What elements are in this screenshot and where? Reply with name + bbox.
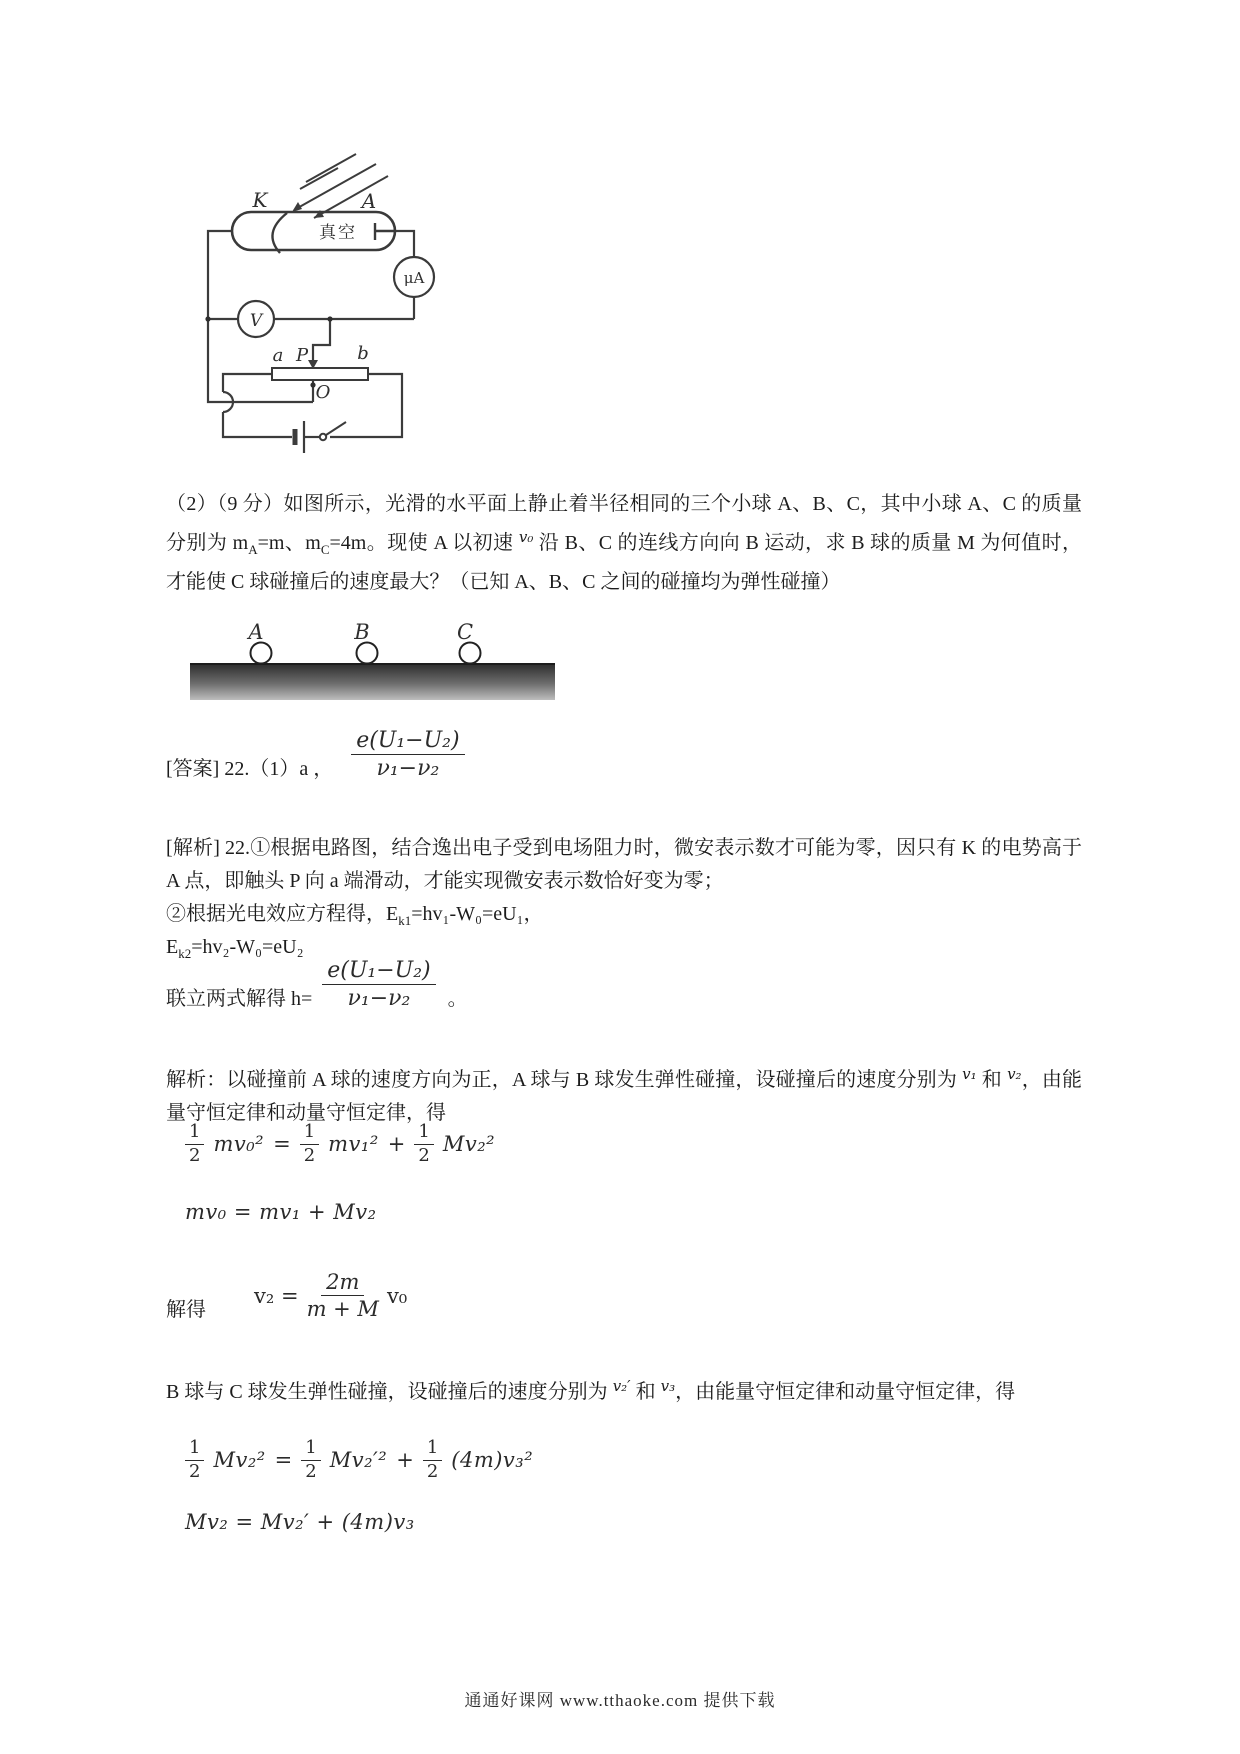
- bc-collision-paragraph: [166, 1370, 1082, 1409]
- equals-sign: =: [273, 1132, 291, 1157]
- solution-intro-2: ，由能量守恒定律和动量守恒定律，得: [166, 1069, 1082, 1124]
- photoelectric-circuit-figure: [180, 150, 470, 470]
- fraction-denominator: ν₁−ν₂: [376, 756, 440, 782]
- ball-b: [357, 643, 378, 664]
- solve-v2-line: [166, 1270, 407, 1323]
- fraction-numerator: e(U₁−U₂): [322, 958, 435, 985]
- term-3: Mv₂²: [442, 1132, 496, 1157]
- voltmeter: [238, 301, 274, 337]
- v2-lhs: v₂ =: [254, 1283, 299, 1308]
- ek1-subscript: k1: [398, 913, 412, 928]
- anode-label: A: [361, 189, 377, 213]
- planck-fraction: [351, 728, 464, 782]
- ball-a-label: A: [248, 620, 264, 644]
- and-word-2: 和: [630, 1381, 661, 1403]
- v2-frac-den: m + M: [306, 1297, 379, 1322]
- term-2: mv₁²: [328, 1132, 379, 1157]
- momentum-ab-text: mv₀ = mv₁ + Mv₂: [185, 1200, 377, 1224]
- fraction-denominator: ν₁−ν₂: [347, 986, 411, 1012]
- and-word: 和: [976, 1069, 1008, 1091]
- solution-intro-1: 解析：以碰撞前 A 球的速度方向为正，A 球与 B 球发生弹性碰撞，设碰撞后的速度分别为: [166, 1069, 963, 1091]
- term-1: mv₀²: [213, 1132, 265, 1157]
- footer-text: 通通好课网 www.tthaoke.com 提供下载: [464, 1691, 776, 1710]
- pot-out-label: O: [315, 382, 331, 403]
- mass-c-subscript: C: [320, 542, 330, 557]
- bc-intro-1: B 球与 C 球发生弹性碰撞，设碰撞后的速度分别为: [166, 1381, 613, 1403]
- bc-intro-2: ，由能量守恒定律和动量守恒定律，得: [675, 1381, 1016, 1403]
- vacuum-tube: [232, 212, 395, 250]
- plus-sign: +: [396, 1448, 414, 1473]
- fraction-numerator: e(U₁−U₂): [351, 728, 464, 755]
- equation-energy-bc: $\frac{1}{2}$ Mv₂² = $\frac{1}{2}$ Mv₂′² + $\frac{1}{2}$ (4m)v₃²: [185, 1438, 533, 1482]
- cathode-label: K: [252, 188, 268, 212]
- term-2: Mv₂′²: [329, 1448, 388, 1473]
- v2-frac-num: 2m: [321, 1270, 364, 1296]
- joint-prefix-text: 联立两式解得 h=: [166, 987, 313, 1010]
- ek2-subscript: k2: [178, 946, 192, 961]
- equation-v2: [254, 1270, 407, 1321]
- planck-result-line: [166, 958, 468, 1012]
- pot-slider-label: P: [295, 345, 309, 366]
- analysis-text-2b: =hv₁-W₀=eU₁，: [411, 903, 544, 925]
- answer-text: [答案] 22.（1）a ，: [166, 757, 334, 780]
- initial-velocity-symbol: v₀: [518, 528, 534, 546]
- v1-symbol: v₁: [962, 1065, 977, 1083]
- answer-line: [166, 728, 465, 782]
- joint-suffix-text: 。: [447, 987, 468, 1010]
- problem-text-3: =4m。现使 A 以初速: [329, 532, 519, 554]
- ball-c: [460, 643, 481, 664]
- planck-fraction-2: [322, 958, 435, 1012]
- equation-momentum-bc: [185, 1510, 415, 1534]
- pot-b-label: b: [357, 343, 369, 364]
- battery-icon: [295, 421, 304, 453]
- pot-a-label: a: [272, 345, 284, 366]
- analysis-text-1: [解析] 22.①根据电路图，结合逸出电子受到电场阻力时，微安表示数才可能为零，因只有 K 的电势高于 A 点，即触头 P 向 a 端滑动，才能实现微安表示数恰好变为零；: [166, 837, 1082, 892]
- three-balls-figure: [190, 620, 556, 704]
- microammeter: [394, 257, 434, 297]
- circuit-wires: [208, 231, 414, 437]
- potentiometer: [272, 368, 368, 380]
- ground: [190, 664, 555, 700]
- v3-symbol: v₃: [660, 1377, 676, 1395]
- v2-prime-symbol: v₂′: [612, 1377, 631, 1395]
- ball-a: [251, 643, 272, 664]
- equation-momentum-ab: [185, 1200, 377, 1224]
- page-footer: [0, 1686, 1240, 1711]
- plus-sign: +: [387, 1132, 406, 1157]
- analysis-text-3: E: [166, 936, 179, 958]
- momentum-bc-text: Mv₂ = Mv₂′ + (4m)v₃: [185, 1510, 415, 1534]
- mass-a-subscript: A: [248, 542, 258, 557]
- analysis-text-2: ②根据光电效应方程得，E: [166, 903, 399, 925]
- term-1: Mv₂²: [213, 1448, 266, 1473]
- ball-c-label: C: [456, 620, 474, 644]
- v2-rhs: v₀: [386, 1283, 408, 1308]
- vacuum-label: 真空: [319, 223, 357, 242]
- problem-text-2: =m、m: [257, 532, 321, 554]
- v2-symbol: v₂: [1007, 1065, 1022, 1083]
- equation-energy-ab: $\frac{1}{2}$ mv₀² = $\frac{1}{2}$ mv₁² + $\frac{1}{2}$ Mv₂²: [185, 1122, 495, 1166]
- solution-intro-paragraph: [166, 1058, 1082, 1130]
- ball-b-label: B: [354, 620, 370, 644]
- problem-text-1: （2）（9 分）如图所示，光滑的水平面上静止着半径相同的三个小球 A、B、C，其中小球 A、C 的质量分别为 m: [166, 493, 1082, 554]
- problem-paragraph: [166, 488, 1082, 599]
- problem-text-4: 沿 B、C 的连线方向向 B 运动，求 B 球的质量 M 为何值时，才能使 C 球碰撞后的速度最大？（已知 A、B、C 之间的碰撞均为弹性碰撞）: [166, 532, 1082, 593]
- equals-sign: =: [274, 1448, 293, 1473]
- microammeter-label: μA: [403, 269, 425, 287]
- voltmeter-label: V: [249, 311, 263, 331]
- term-3: (4m)v₃²: [451, 1448, 534, 1473]
- analysis-paragraph-1: [166, 832, 1082, 898]
- solve-label: 解得: [166, 1299, 206, 1322]
- analysis-text-3b: =hv₂-W₀=eU₂: [191, 936, 304, 958]
